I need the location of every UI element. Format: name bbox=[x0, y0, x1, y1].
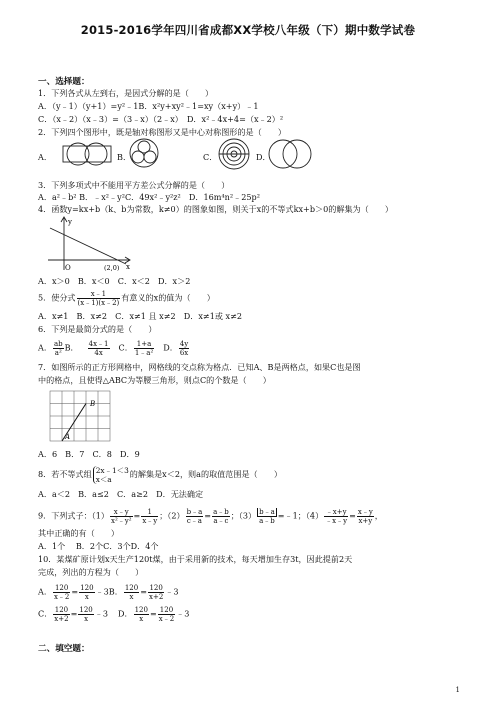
q6-label-b: B． bbox=[64, 342, 79, 353]
q10-a-frac2 bbox=[79, 584, 94, 601]
q2-stem: 2．下列四个图形中，既是轴对称图形又是中心对称图形的是（ ） bbox=[38, 127, 286, 137]
q10-d-frac2 bbox=[158, 606, 175, 623]
q10-c-n1: 120 bbox=[54, 606, 69, 614]
q4-graph bbox=[44, 214, 134, 274]
q10-label-b: B． bbox=[108, 586, 123, 597]
q9-prefix: 9．下列式子：（1） bbox=[38, 510, 109, 521]
q4-point-label: (2,0) bbox=[104, 264, 120, 272]
page-number: 1 bbox=[455, 686, 460, 694]
q10-c-n2: 120 bbox=[79, 606, 93, 614]
q9-e1-d2: x﹣y bbox=[142, 517, 158, 525]
q1-options-ab: A．（y﹣1）（y+1）=y²﹣1B．x²y+xy²﹣1=xy（x+y）﹣1 bbox=[38, 101, 259, 111]
q9-e1-right bbox=[141, 508, 158, 525]
q9-line2: 其中正确的有（ ） bbox=[38, 528, 119, 538]
q10-d-d2: x﹣2 bbox=[158, 615, 175, 623]
q2-label-a: A． bbox=[38, 152, 52, 162]
q10-a-d1: x﹣2 bbox=[53, 593, 70, 601]
q8-options: A．a＜2 B．a≤2 C．a≥2 D．无法确定 bbox=[38, 489, 204, 499]
q9-e3-rhs: =﹣1 bbox=[277, 510, 298, 521]
q9-e2-right bbox=[212, 508, 230, 525]
q6-c-den: 1﹣a² bbox=[134, 349, 154, 357]
q9-line: 9．下列式子：（1） $\frac{x﹣y}{\text{x²﹣y²}}$ = $\frac{1}{x﹣y}$ ；（2） $\frac{b﹣a}{c﹣a}$ = $\frac{a﹣b}{a﹣c}$ ；（3） $\frac{b﹣a}{a﹣b}$ =﹣1；（4） $\frac{﹣x+y}{﹣x﹣y}$ = $\frac{x﹣y}{x+y}$ ， bbox=[38, 508, 383, 525]
q5-denominator: (x﹣1)(x﹣2) bbox=[77, 299, 120, 307]
q10-options-cd: C． $\frac{120}{x+2}$ = $\frac{120}{x}$ ﹣3 D． $\frac{120}{x}$ = $\frac{120}{x﹣2}$ ﹣3 bbox=[38, 606, 190, 623]
q10-b-n2: 120 bbox=[149, 584, 163, 592]
q6-frac-c bbox=[134, 340, 154, 357]
q8-suffix: 的解集是x＜2，则a的取值范围是（ ） bbox=[129, 469, 282, 479]
q2-figure-c bbox=[216, 137, 252, 171]
exam-title: 2015-2016学年四川省成都XX学校八年级（下）期中数学试卷 bbox=[80, 23, 416, 37]
q9-e1-left bbox=[110, 508, 133, 525]
q6-label-d: D． bbox=[163, 342, 178, 353]
q9-sep-4: ；（4） bbox=[297, 510, 324, 521]
q4-stem: 4．函数y=kx+b（k、b为常数，k≠0）的图象如图，则关于x的不等式kx+b＞0的解集为（ ） bbox=[38, 204, 394, 214]
q9-e4-n2: x﹣y bbox=[357, 508, 373, 516]
q6-stem: 6．下列是最简分式的是（ ） bbox=[38, 324, 157, 334]
q6-options bbox=[38, 340, 190, 357]
q6-label-a: A． bbox=[38, 342, 52, 353]
q10-d-d1: x bbox=[139, 615, 144, 623]
q9-sep-2: ；（2） bbox=[159, 510, 185, 521]
section-fill-heading: 二、填空题： bbox=[38, 644, 90, 654]
q7-point-b: B bbox=[90, 400, 96, 408]
q9-options: A．1个 B．2个C．3个D．4个 bbox=[38, 541, 159, 551]
q10-a-n1: 120 bbox=[53, 584, 70, 593]
q7-line2: 中的格点，且使得△ABC为等腰三角形，则点C的个数是（ ） bbox=[38, 375, 271, 385]
q6-frac-b bbox=[88, 340, 110, 357]
q10-d-n2: 120 bbox=[158, 606, 175, 615]
q6-a-den: a² bbox=[54, 349, 62, 357]
q10-b-frac1 bbox=[124, 584, 139, 601]
q10-c-d1: x+2 bbox=[54, 615, 69, 623]
q9-sep-3: ；（3） bbox=[230, 510, 257, 521]
q3-stem: 3．下列多项式中不能用平方差公式分解的是（ ） bbox=[38, 180, 230, 190]
q9-e2-n2: a﹣b bbox=[213, 508, 229, 516]
q10-b-d1: x bbox=[129, 593, 134, 601]
q6-b-den: 4x bbox=[94, 349, 103, 357]
q7-point-a: A bbox=[65, 433, 71, 441]
q9-e1-n2: 1 bbox=[141, 508, 158, 517]
q10-a-tail: ﹣3 bbox=[95, 586, 109, 597]
q9-e2-d1: c﹣a bbox=[186, 517, 202, 525]
q1-stem: 1．下列各式从左到右，是因式分解的是（ ） bbox=[38, 88, 214, 98]
q5-options: A．x≠1 B．x≠2 C．x≠1 且 x≠2 D．x≠1或 x≠2 bbox=[38, 311, 243, 321]
q10-b-frac2 bbox=[148, 584, 164, 601]
q8-inequality-2: x＜a bbox=[95, 475, 112, 484]
q10-options-ab: A． $\frac{120}{x﹣2}$ = $\frac{120}{x}$ ﹣3B． $\frac{120}{x}$ = $\frac{120}{x+2}$ ﹣3 bbox=[38, 584, 179, 601]
q1-options-cd: C．（x﹣2）（x﹣3）=（3﹣x）（2﹣x） D．x²﹣4x+4=（x﹣2）² bbox=[38, 114, 284, 124]
q5-suffix: 有意义的x的值为（ ） bbox=[121, 292, 215, 303]
q2-label-d: D． bbox=[256, 152, 271, 162]
q6-b-num: 4x﹣1 bbox=[88, 340, 109, 348]
q10-label-a: A． bbox=[38, 586, 52, 597]
q10-c-tail: ﹣3 bbox=[94, 608, 108, 619]
q6-label-c: C． bbox=[118, 342, 133, 353]
q10-d-tail: ﹣3 bbox=[176, 608, 190, 619]
q9-e4-right bbox=[357, 508, 374, 525]
q10-b-n1: 120 bbox=[124, 584, 139, 592]
q2-figure-a bbox=[60, 139, 114, 169]
q10-label-d: D． bbox=[118, 608, 133, 619]
q9-e2-n1: b﹣a bbox=[186, 508, 203, 516]
q9-e2-left bbox=[186, 508, 204, 525]
q10-d-frac1 bbox=[134, 606, 149, 623]
q9-end: ， bbox=[374, 510, 383, 521]
q6-frac-d bbox=[179, 340, 189, 357]
q10-line2: 完成，列出的方程为（ ） bbox=[38, 567, 144, 577]
q10-a-d2: x bbox=[84, 593, 89, 601]
q10-line1: 10．某煤矿原计划x天生产120t煤，由于采用新的技术，每天增加生存3t，因此提前2天 bbox=[38, 554, 353, 564]
q5-numerator: x﹣1 bbox=[77, 290, 121, 299]
q7-options: A．6 B．7 C．8 D．9 bbox=[38, 449, 140, 459]
q9-e1-n1: x﹣y bbox=[110, 508, 133, 517]
q6-frac-a bbox=[53, 340, 64, 357]
q3-options: A．a²﹣b² B．﹣x²﹣y²C．49x²﹣y²z² D．16m⁴n²﹣25p² bbox=[38, 192, 260, 202]
q10-c-frac2 bbox=[78, 606, 93, 623]
q9-e4-d2: x+y bbox=[358, 517, 373, 525]
q8-line bbox=[38, 466, 282, 484]
q10-a-n2: 120 bbox=[80, 584, 94, 592]
q2-label-c: C． bbox=[203, 152, 218, 162]
q7-line1: 7．如图所示的正方形网格中，网格线的交点称为格点．已知A、B是两格点，如果C也是图 bbox=[38, 362, 361, 372]
q8-inequality-system bbox=[93, 466, 129, 484]
q5-line bbox=[38, 290, 215, 307]
q8-prefix: 8．若不等式组 bbox=[38, 469, 92, 479]
q6-d-num: 4y bbox=[179, 340, 189, 348]
q10-label-c: C． bbox=[38, 608, 53, 619]
q9-e4-d1: ﹣x﹣y bbox=[325, 517, 348, 525]
q2-figure-b bbox=[128, 137, 160, 169]
q5-fraction bbox=[77, 290, 121, 307]
q4-axis-x-label: x bbox=[126, 263, 130, 271]
q4-origin-label: O bbox=[65, 264, 71, 272]
section-choice-heading: 一、选择题： bbox=[38, 77, 90, 87]
q7-grid bbox=[48, 389, 114, 445]
q10-b-tail: ﹣3 bbox=[165, 586, 179, 597]
q10-a-frac1 bbox=[53, 584, 70, 601]
q9-e4-n1: ﹣x+y bbox=[325, 508, 347, 516]
q9-e4-left bbox=[324, 508, 348, 525]
q9-e3-n1: b﹣a bbox=[259, 508, 275, 516]
q5-prefix: 5．使分式 bbox=[38, 292, 76, 303]
q6-c-num: 1+a bbox=[134, 340, 154, 349]
q4-axis-y-label: y bbox=[68, 218, 72, 226]
q8-inequality-1: 2x﹣1＜3 bbox=[95, 466, 129, 475]
q10-b-d2: x+2 bbox=[149, 593, 164, 601]
q6-d-den: 6x bbox=[179, 349, 189, 357]
q10-c-frac1 bbox=[53, 606, 69, 623]
q2-figure-d bbox=[268, 137, 312, 171]
q4-options: A．x＞0 B．x＜0 C．x＜2 D．x＞2 bbox=[38, 276, 191, 286]
q6-a-num: ab bbox=[53, 340, 63, 348]
q2-label-b: B． bbox=[117, 152, 132, 162]
q9-e2-d2: a﹣c bbox=[213, 517, 229, 525]
q9-e3-d1: a﹣b bbox=[259, 517, 275, 525]
q9-e3-abs bbox=[257, 508, 277, 525]
q10-c-d2: x bbox=[84, 615, 89, 623]
q10-d-n1: 120 bbox=[134, 606, 148, 614]
q9-e1-d1: x²﹣y² bbox=[111, 517, 132, 525]
